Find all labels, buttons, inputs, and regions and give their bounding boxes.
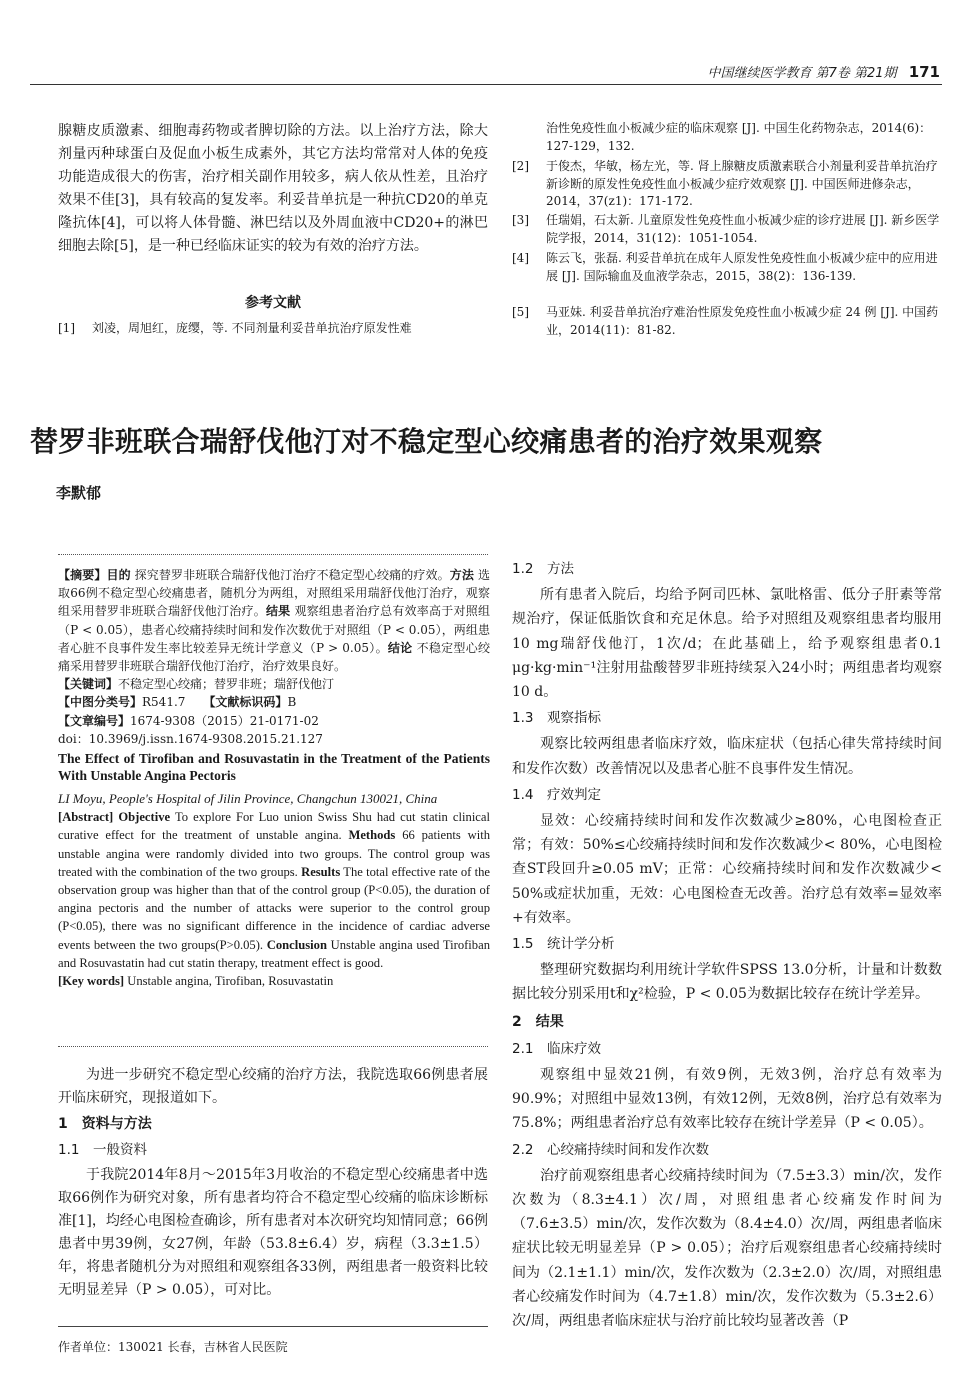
section-heading: 2 结果 [512, 1013, 564, 1030]
classification-line: 【中图分类号】R541.7 【文献标识码】B [58, 695, 297, 710]
subsection-heading: 1.5 统计学分析 [512, 936, 615, 953]
reference-item [512, 212, 942, 247]
abstract-top-rule [58, 554, 488, 555]
doi-line: doi：10.3969/j.issn.1674-9308.2015.21.127 [58, 731, 323, 746]
article-number-line: 【文章编号】1674-9308（2015）21-0171-02 [58, 713, 319, 728]
subsection-heading: 1.1 一般资料 [58, 1142, 147, 1158]
body-column-left [58, 1064, 488, 1302]
reference-item [512, 120, 942, 155]
paragraph: 观察比较两组患者临床疗效，临床症状（包括心律失常持续时间和发作次数）改善情况以及患者心脏不良事件发生情况。 [512, 736, 942, 777]
reference-item [512, 304, 942, 339]
prev-article-tail: 腺糖皮质激素、细胞毒药物或者脾切除的方法。以上治疗方法，除大剂量丙种球蛋白及促血小板生成素外，其它方法均常常对人体的免疫功能造成很大的伤害，治疗相关副作用较多，病人依从性差，且治疗效果不佳[3]，具有较高的复发率。利妥昔单抗是一种抗CD20的单克隆抗体[4]，可以将人体骨髓、淋巴结以及外周血液中CD20+的淋巴细胞去除[5]，是一种已经临床证实的较为有效的治疗方法。 [58, 123, 488, 254]
paragraph: 于我院2014年8月～2015年3月收治的不稳定型心绞痛患者中选取66例作为研究对象，所有患者均符合不稳定型心绞痛的临床诊断标准[1]，均经心电图检查确诊，所有患者对本次研究均知情同意；66例患者中男39例，女27例，年龄（53.8±6.4）岁，病程（3.3±1.5）年，将患者随机分为对照组和观察组各33例，两组患者一般资料比较无明显差异（P > 0.05），可对比。 [58, 1167, 488, 1298]
author-name: 李默郁 [56, 484, 102, 502]
reference-text: 陈云飞，张磊. 利妥昔单抗在成年人原发性免疫性血小板减少症中的应用进展 [J]. 国际输血及血液学杂志，2015，38(2)：136-139. [546, 251, 938, 283]
running-head [640, 62, 940, 82]
paragraph: 所有患者入院后，均给予阿司匹林、氯吡格雷、低分子肝素等常规治疗，保证低脂饮食和充足休息。给予对照组及观察组患者均服用10 mg瑞舒伐他汀，1次/d；在此基础上，给予观察组患者0.1 μg·kg·min⁻¹注射用盐酸替罗非班持续泵入24小时；两组患者均观察10 d。 [512, 587, 942, 701]
subsection-heading: 2.1 临床疗效 [512, 1040, 601, 1057]
references-heading: 参考文献 [245, 295, 301, 311]
abstract-bottom-rule [58, 1046, 488, 1047]
reference-text: 于俊杰，华敏，杨左光，等. 肾上腺糖皮质激素联合小剂量利妥昔单抗治疗新诊断的原发性免疫性血小板减少症疗效观察 [J]. 中国医师进修杂志，2014，37(z1)：171-172. [546, 159, 938, 208]
section-heading: 1 资料与方法 [58, 1116, 152, 1132]
reference-item [58, 320, 488, 338]
paragraph: 显效：心绞痛持续时间和发作次数减少≥80%，心电图检查正常；有效：50%≤心绞痛持续时间和发作次数减少< 80%，心电图检查ST段回升≥0.05 mV；正常：心绞痛持续时间和发作次数减少< 50%或症状加重，无效：心电图检查无改善。治疗总有效率=显效率+有效率。 [512, 813, 942, 926]
subsection-heading: 1.2 方法 [512, 561, 574, 577]
body-column-right [512, 555, 942, 1333]
page-number: 171 [908, 63, 940, 81]
article-title: 替罗非班联合瑞舒伐他汀对不稳定型心绞痛患者的治疗效果观察 [30, 425, 823, 458]
abstract-en: [Abstract] Objective To explore For Luo union Swiss Shu had cut statin clinical curative effect for the treatment of unstable angina. Methods 66 patients with unstable angina were randomly divided into two groups. The control group was treated with the combination of the two groups. Results The total effective rate of the observation group was higher than that of the control group (P<0.05), the duration of angina pectoris and the number of attacks were superior to the control group (P<0.05), there was no significant difference in the incidence of cardiac adverse events between the two groups(P>0.05). Conclusion Unstable angina used Tirofiban and Rosuvastatin had cut statin therapy, treatment effect is good. [58, 810, 491, 970]
reference-number: [4] [512, 251, 529, 265]
reference-item [512, 158, 942, 211]
reference-text: 刘凌，周旭红，庞缨，等. 不同剂量利妥昔单抗治疗原发性难 [92, 321, 412, 335]
paragraph: 观察组中显效21例，有效9例，无效3例，治疗总有效率为90.9%；对照组中显效13例，有效12例，无效8例，治疗总有效率为75.8%；两组患者治疗总有效率比较存在统计学差异（P < 0.05）。 [512, 1067, 942, 1132]
footnote-rule [58, 1326, 488, 1327]
paragraph: 治疗前观察组患者心绞痛持续时间为（7.5±3.3）min/次，发作次数为（8.3±4.1）次/周，对照组患者心绞痛发作时间为（7.6±3.5）min/次，发作次数为（8.4±4.0）次/周，两组患者临床症状比较无明显差异（P > 0.05）；治疗后观察组患者心绞痛持续时间为（2.1±1.1）min/次，发作次数为（2.3±2.0）次/周，对照组患者心绞痛发作时间为（4.7±1.8）min/次，发作次数为（5.3±2.6）次/周，两组患者临床症状与治疗前比较均显著改善（P [512, 1167, 942, 1330]
reference-item [512, 250, 942, 285]
reference-number: [2] [512, 159, 529, 173]
subsection-heading: 1.4 疗效判定 [512, 786, 601, 803]
subsection-heading: 2.2 心绞痛持续时间和发作次数 [512, 1141, 709, 1158]
english-title: The Effect of Tirofiban and Rosuvastatin in the Treatment of the Patients With Unstable Angina Pectoris [58, 751, 490, 784]
reference-number: [1] [58, 321, 75, 335]
paragraph: 整理研究数据均利用统计学软件SPSS 13.0分析，计量和计数数据比较分别采用t和χ²检验，P < 0.05为数据比较存在统计学差异。 [512, 962, 942, 1003]
keywords-en: [Key words] Unstable angina, Tirofiban, Rosuvastatin [58, 974, 334, 989]
subsection-heading: 1.3 观察指标 [512, 710, 601, 727]
abstract-block [58, 566, 490, 990]
keywords-cn: 【关键词】不稳定型心绞痛；替罗非班；瑞舒伐他汀 [58, 677, 335, 692]
intro-paragraph: 为进一步研究不稳定型心绞痛的治疗方法，我院选取66例患者展开临床研究，现报道如下。 [58, 1067, 488, 1106]
reference-number: [5] [512, 305, 529, 319]
english-affiliation: LI Moyu, People's Hospital of Jilin Province, Changchun 130021, China [58, 791, 438, 807]
header-rule [30, 84, 942, 85]
reference-number: [3] [512, 213, 529, 227]
reference-text: 任瑞娟，石太新. 儿童原发性免疫性血小板减少症的诊疗进展 [J]. 新乡医学院学报，2014，31(12)：1051-1054. [546, 213, 940, 245]
reference-text: 马亚妹. 利妥昔单抗治疗难治性原发免疫性血小板减少症 24 例 [J]. 中国药业，2014(11)：81-82. [546, 305, 939, 337]
reference-text: 治性免疫性血小板减少症的临床观察 [J]. 中国生化药物杂志，2014(6)：127-129，132. [546, 121, 932, 153]
author-affiliation-footnote: 作者单位：130021 长春，吉林省人民医院 [58, 1340, 288, 1354]
journal-name: 中国继续医学教育 第7卷 第21期 [707, 66, 897, 81]
abstract-cn: 【摘要】目的 探究替罗非班联合瑞舒伐他汀治疗不稳定型心绞痛的疗效。方法 选取66例不稳定型心绞痛患者，随机分为两组，对照组采用瑞舒伐他汀治疗，观察组采用替罗非班联合瑞舒伐他汀治疗。结果 观察组患者治疗总有效率高于对照组（P < 0.05），患者心绞痛持续时间和发作次数优于对照组（P < 0.05），两组患者心脏不良事件发生率比较差异无统计学意义（P > 0.05）。结论 不稳定型心绞痛采用替罗非班联合瑞舒伐他汀治疗，治疗效果良好。 [58, 568, 490, 674]
